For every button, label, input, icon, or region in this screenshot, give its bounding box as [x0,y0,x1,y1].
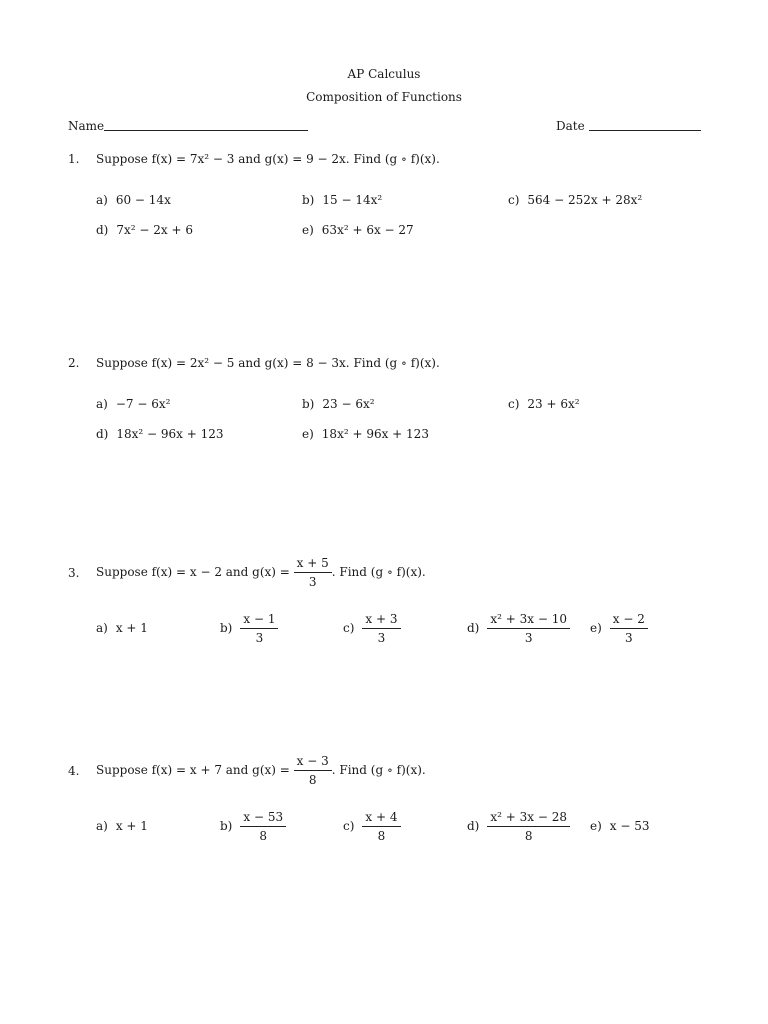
choice-text: 15 − 14x² [322,193,383,207]
q4-choice-a[interactable] [96,806,148,846]
denominator: 3 [308,574,317,589]
prompt-fraction [294,556,332,589]
q2-choice-a[interactable] [96,398,170,410]
choice-text: 564 − 252x + 28x² [527,193,643,207]
choice-label: c) [343,819,355,833]
choice-text: 7x² − 2x + 6 [116,223,193,237]
question-4-number: 4. [68,764,80,778]
q3-choice-a[interactable] [96,608,148,648]
denominator: 3 [524,630,533,645]
page-subtitle: Composition of Functions [306,90,462,104]
choice-label: a) [96,819,108,833]
choice-label: b) [220,819,233,833]
q1-choice-e[interactable] [302,224,414,236]
q3-choice-b[interactable] [220,608,278,648]
choice-fraction [487,612,570,645]
choice-label: d) [96,223,109,237]
choice-label: c) [343,621,355,635]
prompt-text: . Find (g ∘ f)(x). [331,763,426,777]
choice-label: a) [96,397,108,411]
choice-label: b) [220,621,233,635]
q1-choice-d[interactable] [96,224,193,236]
numerator: x² + 3x − 10 [487,612,570,629]
question-3-prompt [96,552,426,592]
choice-label: a) [96,621,108,635]
choice-text: −7 − 6x² [115,397,171,411]
question-3-number: 3. [68,566,80,580]
choice-text: 23 + 6x² [527,397,580,411]
denominator: 8 [377,828,386,843]
question-2-prompt: Suppose f(x) = 2x² − 5 and g(x) = 8 − 3x. Find (g ∘ f)(x). [96,356,440,370]
choice-fraction [610,612,648,645]
name-blank[interactable] [104,130,308,131]
question-1-number: 1. [68,152,80,166]
numerator: x² + 3x − 28 [487,810,570,827]
choice-label: d) [467,621,480,635]
q1-choice-b[interactable] [302,194,382,206]
choice-label: e) [590,819,602,833]
choice-label: c) [508,397,520,411]
date-label: Date [556,119,585,133]
numerator: x + 5 [294,556,332,573]
numerator: x − 1 [240,612,278,629]
prompt-text: Suppose f(x) = x − 2 and g(x) = [96,565,290,579]
page-title: AP Calculus [347,67,421,81]
choice-fraction [240,612,278,645]
prompt-text: Suppose f(x) = x + 7 and g(x) = [96,763,290,777]
denominator: 3 [625,630,633,645]
q2-choice-b[interactable] [302,398,375,410]
choice-label: c) [508,193,520,207]
name-label: Name [68,119,105,133]
q4-choice-e[interactable] [590,806,650,846]
prompt-fraction [294,754,332,787]
choice-text: x − 53 [609,819,650,833]
numerator: x − 53 [240,810,286,827]
q3-choice-c[interactable] [343,608,401,648]
choice-label: a) [96,193,108,207]
choice-text: 23 − 6x² [322,397,375,411]
choice-text: x + 1 [115,819,148,833]
choice-text: 63x² + 6x − 27 [321,223,414,237]
choice-label: b) [302,193,315,207]
prompt-text: . Find (g ∘ f)(x). [331,565,426,579]
q3-choice-e[interactable] [590,608,648,648]
choice-fraction [487,810,570,843]
date-blank[interactable] [589,130,701,131]
numerator: x − 2 [610,612,648,629]
choice-fraction [362,612,400,645]
choice-label: e) [302,427,314,441]
choice-label: b) [302,397,315,411]
q2-choice-c[interactable] [508,398,580,410]
choice-label: d) [96,427,109,441]
choice-label: e) [302,223,314,237]
choice-text: x + 1 [115,621,148,635]
choice-fraction [240,810,286,843]
q4-choice-b[interactable] [220,806,286,846]
choice-label: e) [590,621,602,635]
denominator: 3 [255,630,264,645]
denominator: 8 [308,772,317,787]
q1-choice-c[interactable] [508,194,642,206]
q1-choice-a[interactable] [96,194,171,206]
q2-choice-e[interactable] [302,428,429,440]
q4-choice-d[interactable] [467,806,570,846]
denominator: 3 [377,630,386,645]
choice-fraction [362,810,400,843]
choice-label: d) [467,819,480,833]
denominator: 8 [259,828,268,843]
q4-choice-c[interactable] [343,806,401,846]
numerator: x − 3 [294,754,332,771]
denominator: 8 [524,828,533,843]
question-1-prompt: Suppose f(x) = 7x² − 3 and g(x) = 9 − 2x. Find (g ∘ f)(x). [96,152,440,166]
question-4-prompt [96,750,426,790]
q2-choice-d[interactable] [96,428,224,440]
choice-text: 18x² − 96x + 123 [116,427,224,441]
numerator: x + 3 [362,612,400,629]
numerator: x + 4 [362,810,400,827]
choice-text: 60 − 14x [115,193,171,207]
q3-choice-d[interactable] [467,608,570,648]
choice-text: 18x² + 96x + 123 [321,427,429,441]
question-2-number: 2. [68,356,80,370]
